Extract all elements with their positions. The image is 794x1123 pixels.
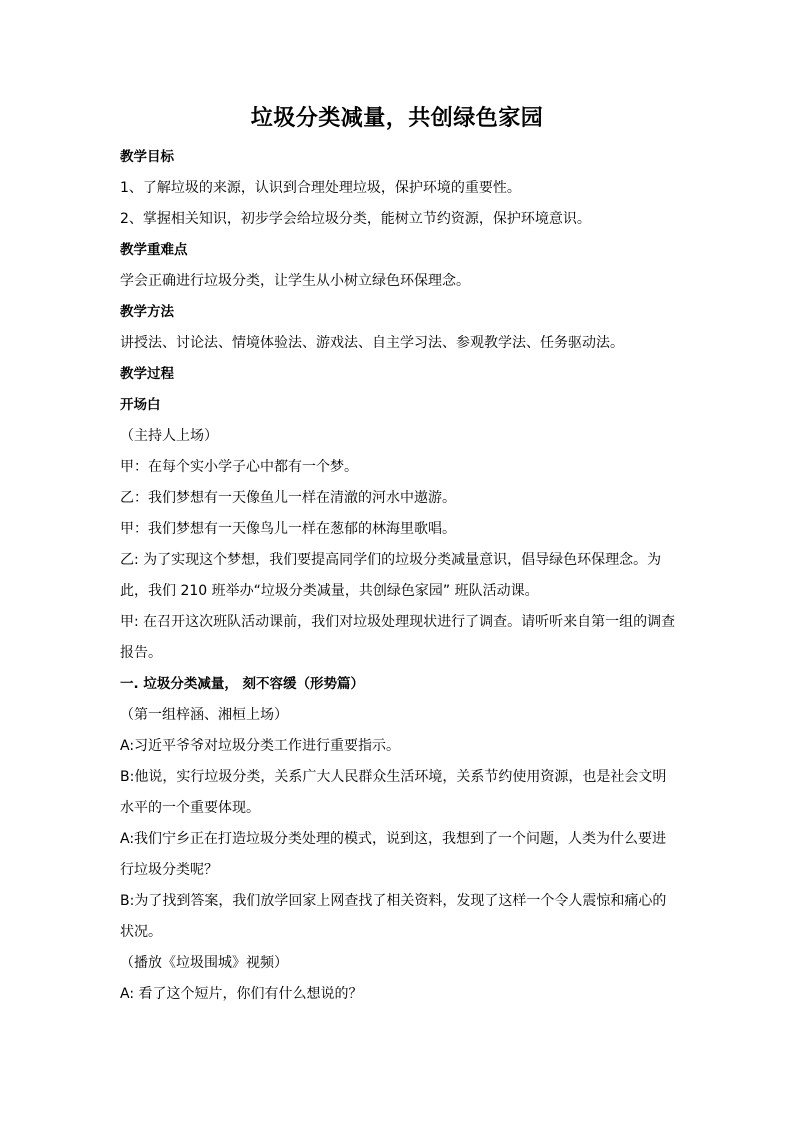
paragraph: 甲：我们梦想有一天像鸟儿一样在葱郁的林海里歌唱。 — [120, 521, 456, 537]
paragraph: （主持人上场） — [120, 428, 218, 444]
section-heading: 教学过程 — [120, 366, 174, 382]
document-title: 垃圾分类减量，共创绿色家园 — [250, 106, 544, 131]
paragraph: （播放《垃圾围城》视频） — [120, 955, 288, 971]
paragraph: 乙：我们梦想有一天像鱼儿一样在清澈的河水中遨游。 — [120, 490, 456, 506]
paragraph: 1、了解垃圾的来源，认识到合理处理垃圾，保护环境的重要性。 — [120, 180, 521, 196]
paragraph: 讲授法、讨论法、情境体验法、游戏法、自主学习法、参观教学法、任务驱动法。 — [120, 335, 624, 351]
section-heading: 教学重难点 — [120, 242, 188, 258]
paragraph: （第一组梓涵、湘桓上场） — [120, 707, 288, 723]
section-heading: 一. 垃圾分类减量， 刻不容缓（形势篇） — [120, 676, 365, 692]
paragraph: 甲：在每个实小学子心中都有一个梦。 — [120, 459, 358, 475]
paragraph: B:他说，实行垃圾分类，关系广大人民群众生活环境，关系节约使用资源，也是社会文明水平的一个重要体现。 — [120, 769, 667, 816]
document-body — [120, 142, 680, 1010]
paragraph: 乙: 为了实现这个梦想，我们要提高同学们的垃圾分类减量意识，倡导绿色环保理念。为此，我们 210 班举办“垃圾分类减量，共创绿色家园” 班队活动课。 — [120, 552, 662, 599]
paragraph: 甲: 在召开这次班队活动课前，我们对垃圾处理现状进行了调查。请听听来自第一组的调查报告。 — [120, 614, 676, 661]
section-heading: 开场白 — [120, 397, 161, 413]
paragraph: A:习近平爷爷对垃圾分类工作进行重要指示。 — [120, 738, 401, 754]
paragraph: 学会正确进行垃圾分类，让学生从小树立绿色环保理念。 — [120, 273, 470, 289]
paragraph: A:我们宁乡正在打造垃圾分类处理的模式，说到这，我想到了一个问题，人类为什么要进行垃圾分类呢？ — [120, 831, 667, 878]
section-heading: 教学方法 — [120, 304, 174, 320]
section-heading: 教学目标 — [120, 149, 174, 165]
paragraph: A: 看了这个短片，你们有什么想说的？ — [120, 986, 363, 1002]
paragraph: B:为了找到答案，我们放学回家上网查找了相关资料，发现了这样一个令人震惊和痛心的状况。 — [120, 893, 667, 940]
paragraph: 2、掌握相关知识，初步学会给垃圾分类，能树立节约资源，保护环境意识。 — [120, 211, 591, 227]
